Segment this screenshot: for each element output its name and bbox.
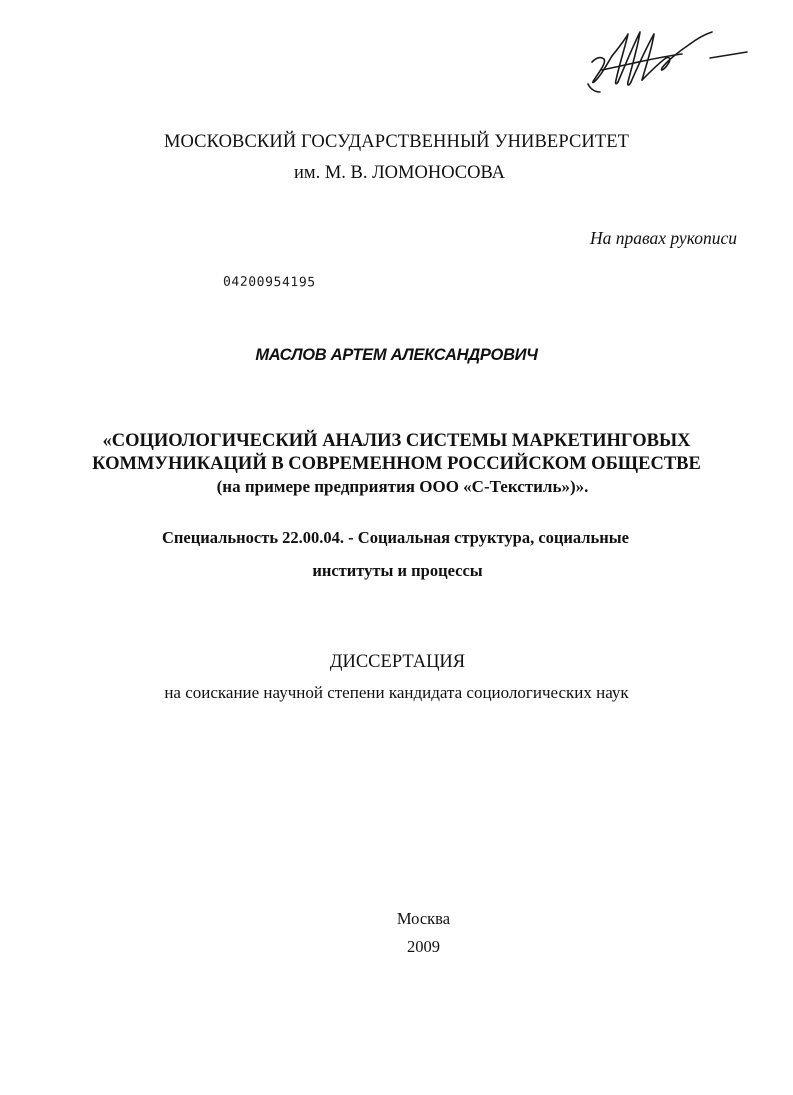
university-heading: МОСКОВСКИЙ ГОСУДАРСТВЕННЫЙ УНИВЕРСИТЕТ — [163, 132, 630, 152]
specialty-line-2: институты и процессы — [312, 561, 483, 580]
rights-note: На правах рукописи — [590, 228, 737, 248]
author-name: МАСЛОВ АРТЕМ АЛЕКСАНДРОВИЧ — [255, 346, 538, 364]
title-line-1: «СОЦИОЛОГИЧЕСКИЙ АНАЛИЗ СИСТЕМЫ МАРКЕТИНГОВЫХ — [102, 431, 691, 451]
registration-number: 04200954195 — [222, 274, 316, 291]
document-type: ДИССЕРТАЦИЯ — [329, 652, 466, 672]
title-line-3: (на примере предприятия ООО «С-Текстиль»)». — [216, 477, 589, 496]
signature-icon — [582, 22, 757, 104]
university-name: им. М. В. ЛОМОНОСОВА — [293, 163, 506, 183]
specialty-line-1: Специальность 22.00.04. - Социальная структура, социальные — [162, 528, 629, 547]
city: Москва — [396, 909, 451, 928]
title-line-2: КОММУНИКАЦИЙ В СОВРЕМЕННОМ РОССИЙСКОМ ОБЩЕСТВЕ — [92, 454, 701, 474]
degree-description: на соискание научной степени кандидата социологических наук — [164, 683, 629, 702]
year: 2009 — [407, 937, 440, 956]
